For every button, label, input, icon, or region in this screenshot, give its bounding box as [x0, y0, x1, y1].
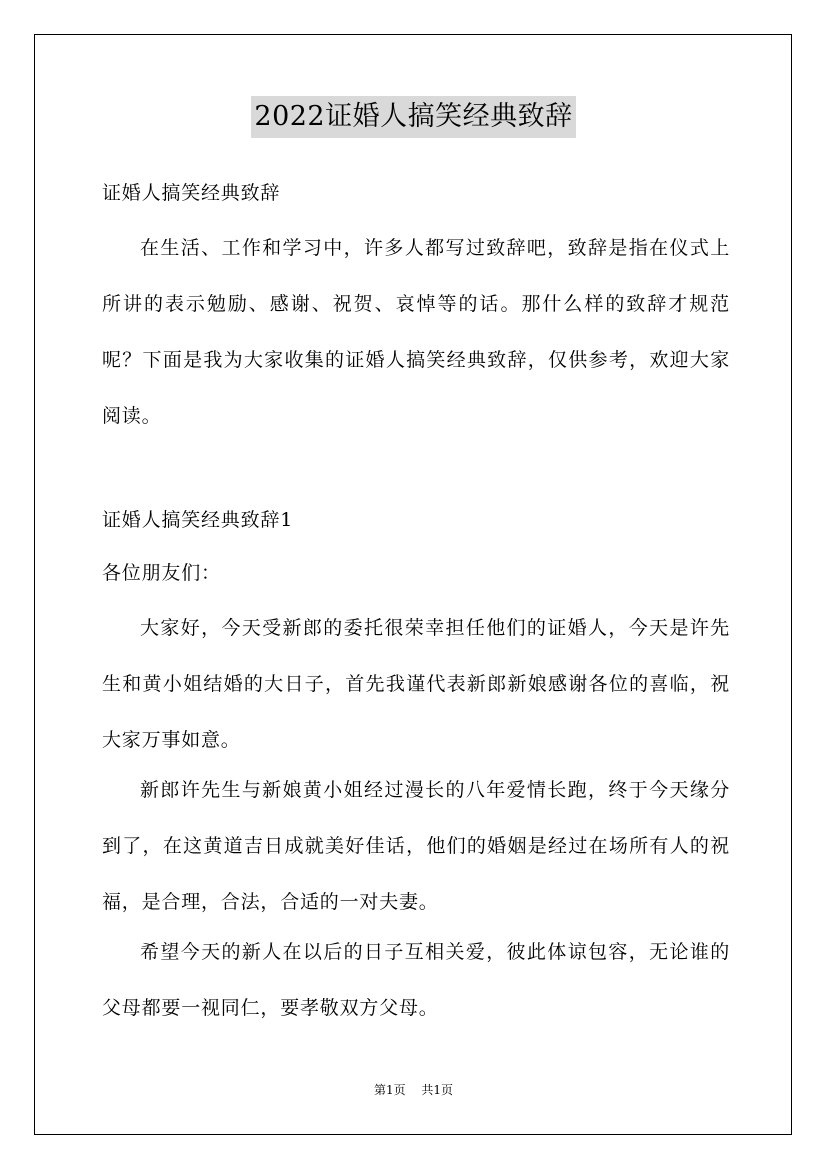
- body-paragraph-3: 希望今天的新人在以后的日子互相关爱，彼此体谅包容，无论谁的父母都要一视同仁，要孝敬双方父母。: [102, 941, 730, 1019]
- section-heading: 证婚人搞笑经典致辞1: [102, 509, 294, 531]
- body-paragraph-1: 大家好，今天受新郎的委托很荣幸担任他们的证婚人，今天是许先生和黄小姐结婚的大日子，首先我谨代表新郎新娘感谢各位的喜临，祝大家万事如意。: [102, 617, 730, 751]
- body-paragraph-2: 新郎许先生与新娘黄小姐经过漫长的八年爱情长跑，终于今天缘分到了，在这黄道吉日成就美好佳话，他们的婚姻是经过在场所有人的祝福，是合理，合法，合适的一对夫妻。: [102, 779, 730, 913]
- page-footer: [0, 1082, 827, 1098]
- document-subtitle: 证婚人搞笑经典致辞: [102, 182, 281, 204]
- document-title-text: 2022证婚人搞笑经典致辞: [251, 96, 575, 138]
- document-title: [0, 96, 827, 138]
- page-number: 第1页: [373, 1083, 406, 1097]
- intro-paragraph: 在生活、工作和学习中，许多人都写过致辞吧，致辞是指在仪式上所讲的表示勉励、感谢、祝贺、哀悼等的话。那什么样的致辞才规范呢？下面是我为大家收集的证婚人搞笑经典致辞，仅供参考，欢迎大家阅读。: [102, 237, 730, 427]
- page-total: 共1页: [421, 1083, 454, 1097]
- greeting-line: 各位朋友们：: [102, 562, 221, 584]
